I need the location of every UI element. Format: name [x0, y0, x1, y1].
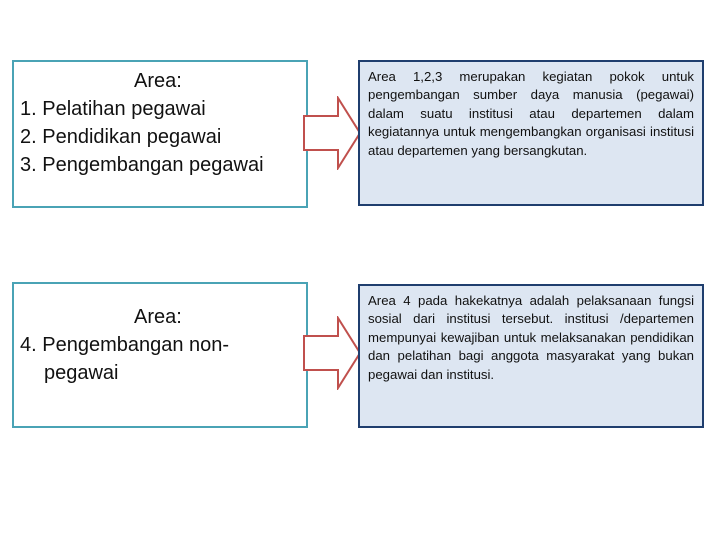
- area-box-top-left: [12, 60, 308, 208]
- description-box-bottom: [358, 284, 704, 428]
- area-item: 3. Pengembangan pegawai: [20, 154, 264, 176]
- area-title: Area:: [134, 70, 182, 92]
- area-item: 2. Pendidikan pegawai: [20, 126, 222, 148]
- area-item: 1. Pelatihan pegawai: [20, 98, 206, 120]
- area-item: 4. Pengembangan non-: [20, 334, 230, 356]
- right-arrow-icon: [302, 96, 364, 170]
- area-item: pegawai: [44, 362, 119, 384]
- area-box-bottom-left: [12, 282, 308, 428]
- description-text: Area 1,2,3 merupakan kegiatan pokok untuk pengembangan sumber daya manusia (pegawai) dalam suatu institusi atau departemen dalam kegiatannya untuk mengembangkan organisasi institusi atau departemen yang bersangkutan.: [368, 69, 694, 158]
- description-box-top: [358, 60, 704, 206]
- description-text: Area 4 pada hakekatnya adalah pelaksanaan fungsi sosial dari institusi tersebut. institusi /departemen mempunyai kewajiban untuk melaksanakan pendidikan dan pelatihan bagi anggota masyarakat yang bukan pegawai dan institusi.: [368, 293, 694, 382]
- area-title: Area:: [134, 306, 182, 328]
- right-arrow-icon: [302, 316, 364, 390]
